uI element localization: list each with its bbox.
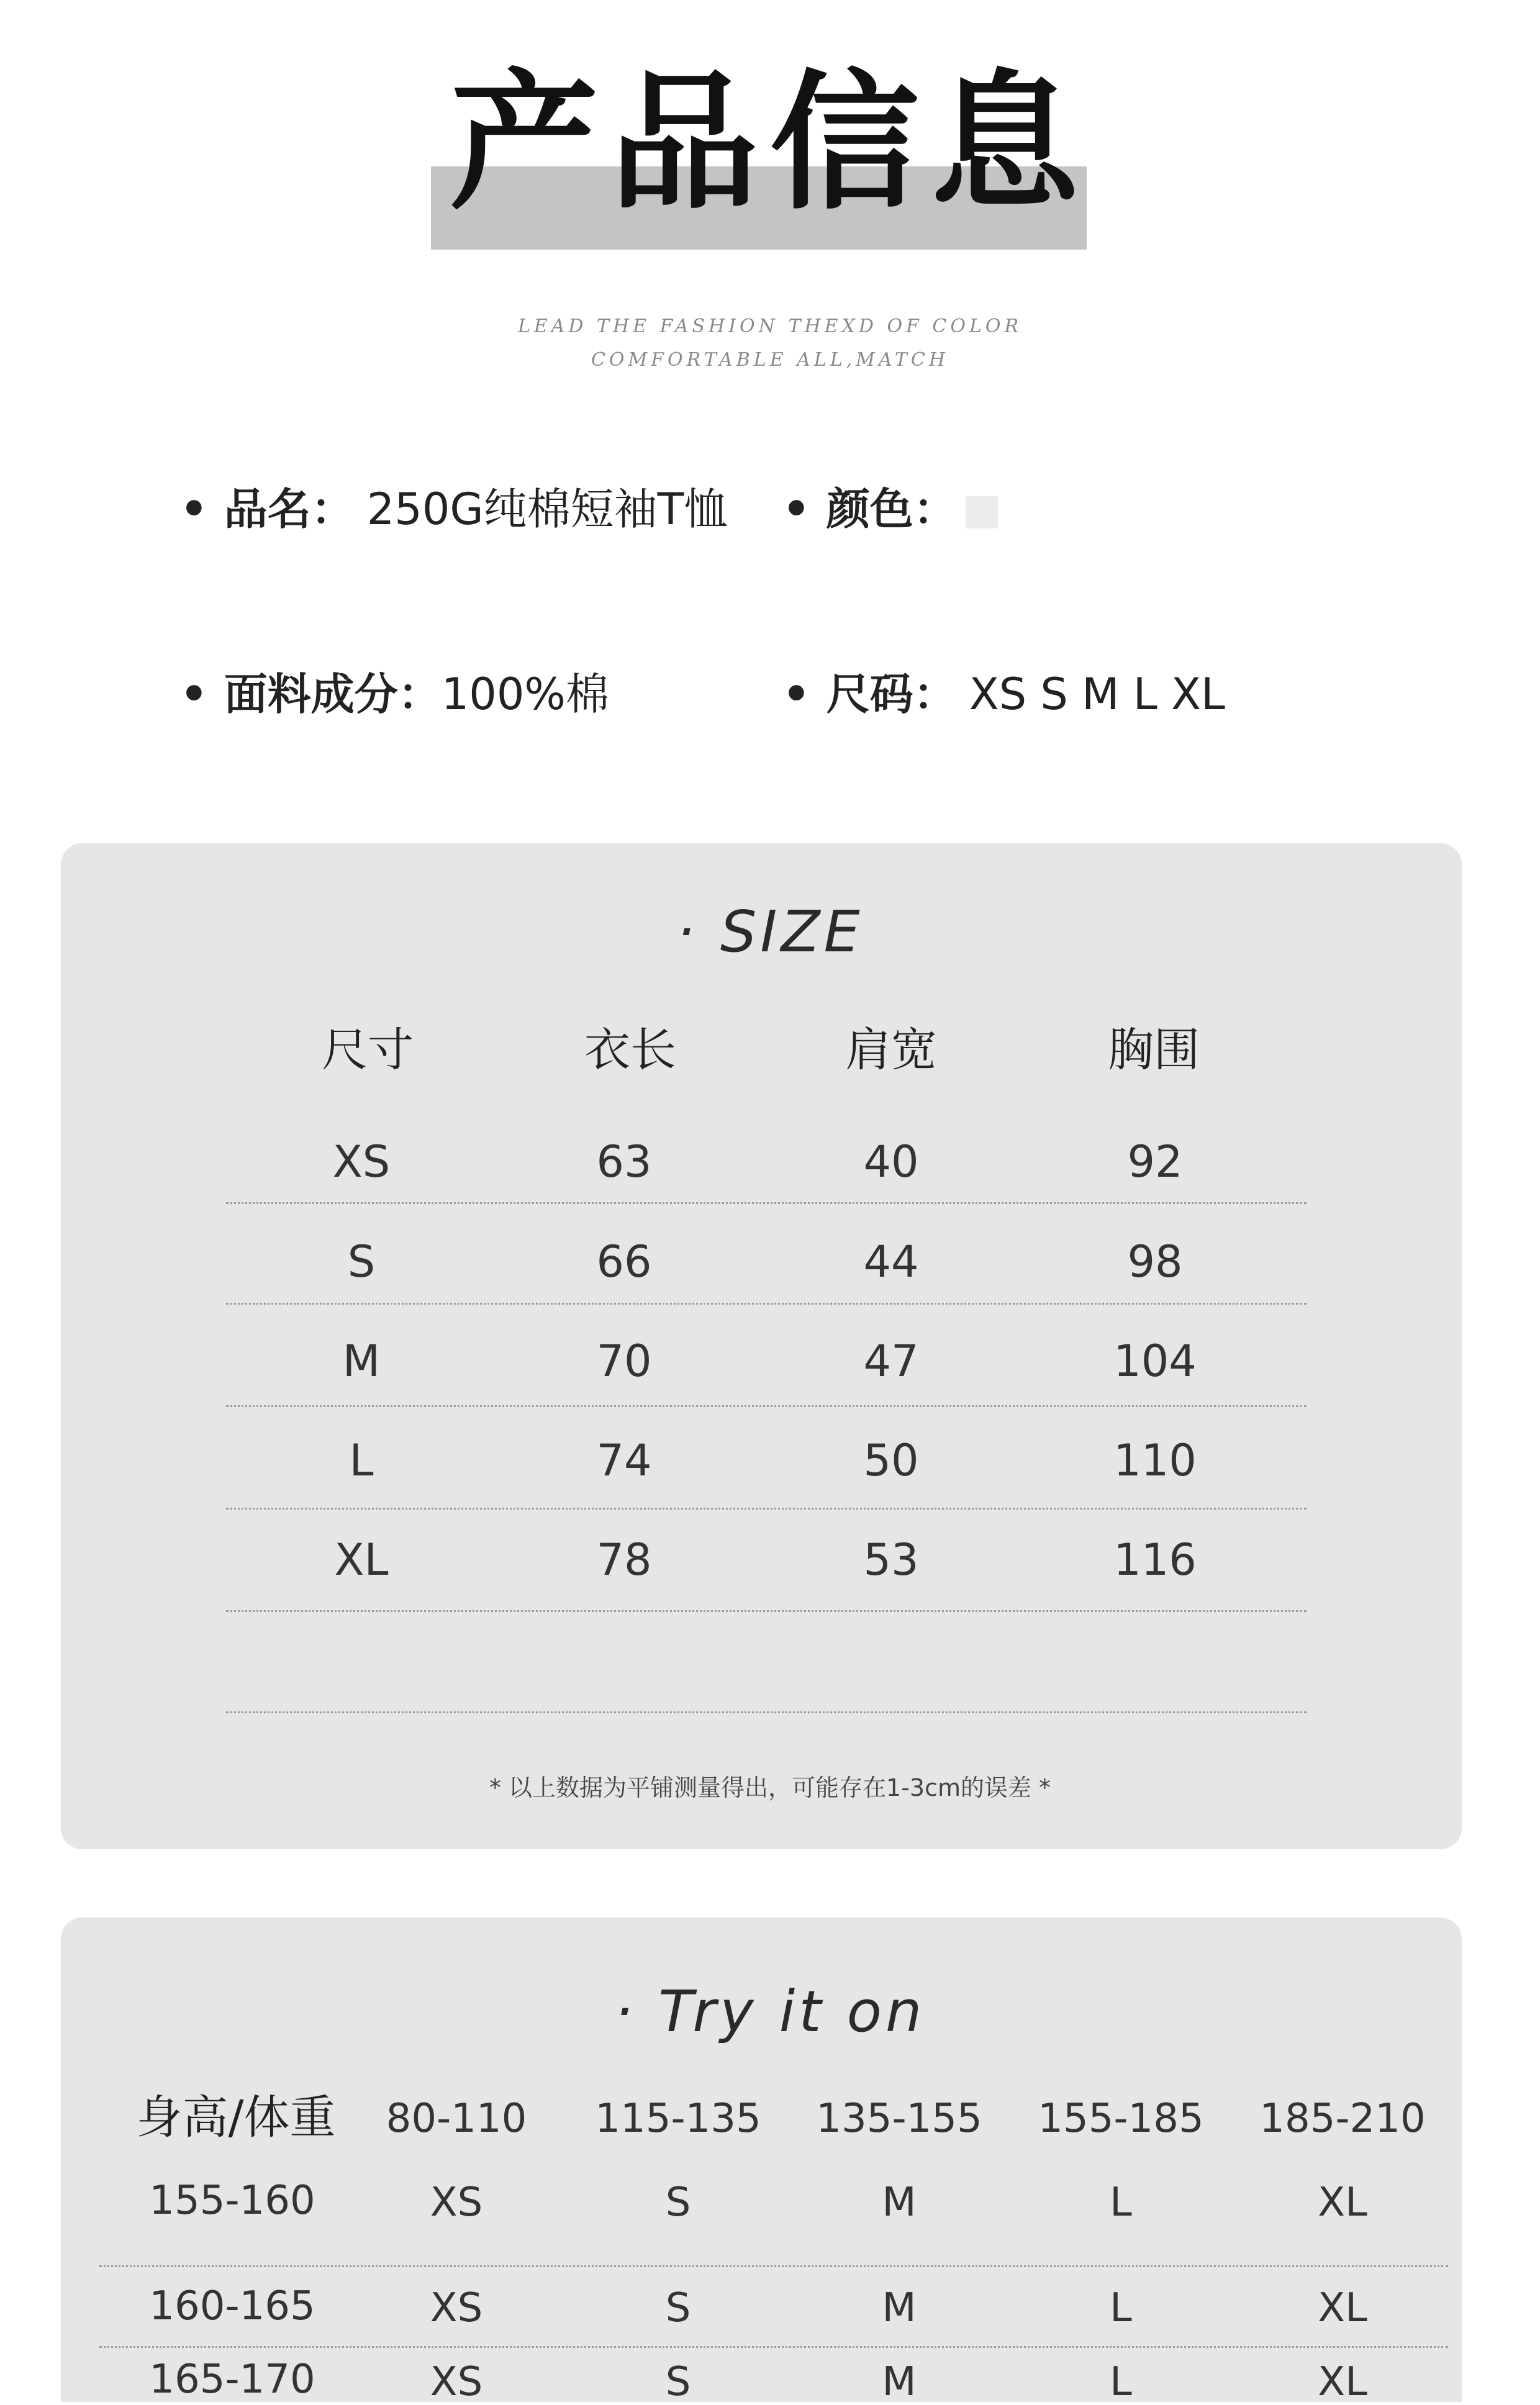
- title-dot-icon: ·: [676, 899, 699, 965]
- bullet-icon: •: [782, 484, 810, 535]
- recommended-size-cell: S: [665, 2359, 691, 2405]
- product-name-row: [180, 484, 728, 535]
- size-title-text: SIZE: [720, 899, 864, 965]
- recommended-size-cell: XL: [1318, 2359, 1367, 2405]
- recommended-size-cell: XL: [1318, 2180, 1367, 2226]
- bullet-icon: •: [782, 669, 810, 720]
- title-dot-icon: ·: [614, 1978, 636, 2045]
- recommended-size-cell: L: [1110, 2359, 1132, 2405]
- size-cell: M: [342, 1336, 381, 1387]
- product-size-row: [782, 669, 1225, 720]
- tagline-line-1: LEAD THE FASHION THEXD OF COLOR: [517, 315, 1023, 337]
- recommended-size-cell: S: [665, 2180, 691, 2226]
- size-cell: 63: [596, 1136, 652, 1187]
- product-fabric-label: 面料成分：: [224, 669, 442, 720]
- weight-header: 155-185: [1038, 2096, 1204, 2142]
- recommended-size-cell: XS: [430, 2180, 483, 2226]
- weight-header: 185-210: [1259, 2096, 1426, 2142]
- row-divider: [226, 1202, 1307, 1204]
- size-col-header: 衣长: [584, 1023, 676, 1077]
- size-cell: 74: [596, 1435, 652, 1486]
- recommended-size-cell: XS: [430, 2359, 483, 2405]
- size-cell: XL: [334, 1534, 389, 1585]
- size-cell: 44: [863, 1236, 919, 1287]
- recommended-size-cell: M: [882, 2180, 917, 2226]
- row-divider: [99, 2265, 1448, 2267]
- row-divider: [99, 2346, 1448, 2348]
- recommended-size-cell: L: [1110, 2180, 1132, 2226]
- try-on-corner-header: 身高/体重: [136, 2091, 336, 2144]
- tagline-line-2: COMFORTABLE ALL,MATCH: [591, 349, 949, 371]
- row-divider: [226, 1711, 1307, 1713]
- size-cell: L: [349, 1435, 374, 1486]
- size-cell: 92: [1127, 1136, 1183, 1187]
- product-fabric-value: 100%棉: [441, 669, 609, 720]
- page-title: 产品信息: [450, 56, 1090, 230]
- recommended-size-cell: L: [1110, 2285, 1132, 2331]
- size-cell: 47: [863, 1336, 919, 1387]
- color-swatch: [966, 496, 998, 528]
- bullet-icon: •: [180, 484, 208, 535]
- product-name-label: 品名：: [224, 484, 355, 535]
- size-col-header: 胸围: [1108, 1023, 1200, 1077]
- size-cell: 50: [863, 1435, 919, 1486]
- size-cell: 116: [1113, 1534, 1197, 1585]
- weight-header: 80-110: [386, 2096, 527, 2142]
- recommended-size-cell: M: [882, 2359, 917, 2405]
- row-divider: [226, 1303, 1307, 1305]
- size-cell: 78: [596, 1534, 652, 1585]
- product-fabric-row: [180, 669, 609, 720]
- size-cell: XS: [332, 1136, 391, 1187]
- size-table-title: [0, 899, 1540, 965]
- weight-header: 135-155: [816, 2096, 982, 2142]
- size-cell: 53: [863, 1534, 919, 1585]
- recommended-size-cell: XS: [430, 2285, 483, 2331]
- size-cell: 98: [1127, 1236, 1183, 1287]
- recommended-size-cell: M: [882, 2285, 917, 2331]
- size-col-header: 肩宽: [845, 1023, 937, 1077]
- size-cell: 104: [1113, 1336, 1197, 1387]
- product-size-label: 尺码：: [826, 669, 957, 720]
- try-on-title-text: Try it on: [658, 1978, 926, 2045]
- row-divider: [226, 1405, 1307, 1407]
- height-cell: 165-170: [149, 2357, 315, 2403]
- size-cell: 70: [596, 1336, 652, 1387]
- product-color-label: 颜色：: [826, 484, 957, 535]
- size-cell: 40: [863, 1136, 919, 1187]
- row-divider: [226, 1610, 1307, 1612]
- recommended-size-cell: XL: [1318, 2285, 1367, 2331]
- product-size-value: XS S M L XL: [969, 669, 1225, 720]
- size-cell: 110: [1113, 1435, 1197, 1486]
- size-cell: S: [347, 1236, 376, 1287]
- recommended-size-cell: S: [665, 2285, 691, 2331]
- try-on-title: [0, 1978, 1540, 2045]
- measurement-note: * 以上数据为平铺测量得出，可能存在1-3cm的误差 *: [489, 1774, 1051, 1801]
- product-color-row: [782, 484, 998, 535]
- height-cell: 160-165: [149, 2283, 315, 2329]
- bullet-icon: •: [180, 669, 208, 720]
- size-cell: 66: [596, 1236, 652, 1287]
- height-cell: 155-160: [149, 2178, 315, 2224]
- product-name-value: 250G纯棉短袖T恤: [366, 484, 728, 535]
- size-col-header: 尺寸: [322, 1023, 414, 1077]
- weight-header: 115-135: [595, 2096, 761, 2142]
- row-divider: [226, 1508, 1307, 1510]
